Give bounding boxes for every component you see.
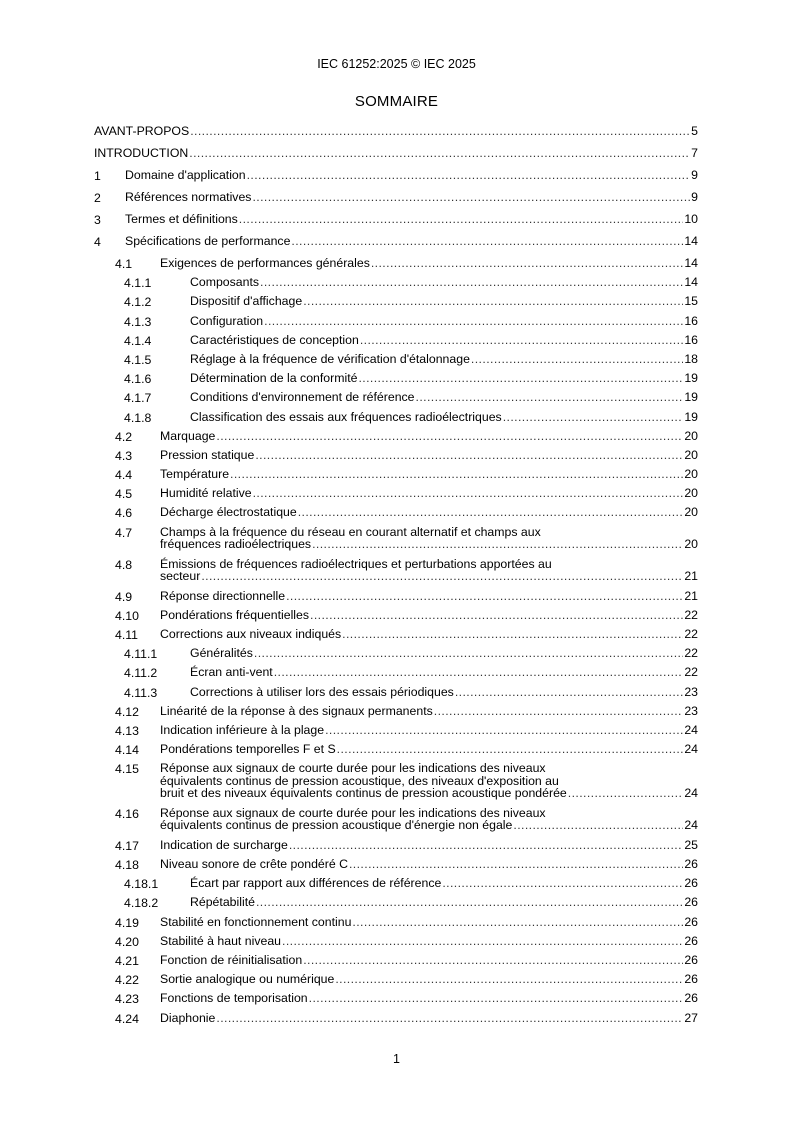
toc-entry[interactable] [94,666,698,685]
toc-entry-number: 4.4 [115,468,133,483]
toc-entry-page: 5 [691,124,698,138]
dot-leader [312,538,683,551]
toc-entry-number: 4.1.6 [124,372,152,387]
toc-entry[interactable] [94,1012,698,1031]
toc-entry-number: 4.11 [115,628,139,642]
toc-entry[interactable] [94,992,698,1011]
toc-entry-number: 4.2 [115,429,133,444]
dot-leader [325,724,683,737]
toc-entry-page: 18 [684,351,698,366]
toc-entry-number: 4.11.1 [124,647,158,662]
toc-entry-page: 25 [684,837,698,852]
toc-entry-page: 9 [691,190,698,204]
dot-leader [471,353,683,366]
page-title: SOMMAIRE [354,93,439,110]
toc-entry[interactable] [94,590,698,609]
toc-entry-page: 24 [684,722,698,737]
toc-entry-number: 4.18 [115,858,139,872]
dot-leader [442,877,683,890]
toc-entry-page: 24 [684,818,698,833]
dot-leader [513,819,683,832]
toc-entry[interactable] [94,973,698,992]
toc-entry-number: 4.11.3 [124,685,158,700]
dot-leader [216,430,683,443]
toc-entry[interactable] [94,858,698,877]
dot-leader [309,992,684,1005]
toc-entry-number: 4.11.2 [124,666,158,681]
toc-entry-page: 22 [684,627,698,641]
toc-entry-title: Réponse directionnelle [160,588,286,603]
toc-entry-title: Stabilité à haut niveau [160,933,282,948]
toc-entry-title: bruit et des niveaux équivalents continus de pression acoustique pondérée [160,786,567,801]
toc-entry[interactable] [94,896,698,915]
toc-entry[interactable] [94,724,698,743]
toc-entry[interactable] [94,125,698,147]
toc-entry-page: 26 [684,952,698,967]
toc-entry-page: 22 [684,665,698,680]
dot-leader [230,468,683,481]
toc-entry-number: 4.1 [115,257,133,271]
dot-leader [256,896,683,909]
toc-entry[interactable] [94,372,698,391]
toc-entry-title: fréquences radioélectriques [160,537,312,552]
toc-entry-title: Détermination de la conformité [190,371,358,386]
dot-leader [286,590,683,603]
toc-entry-title: Exigences de performances générales [160,256,370,270]
dot-leader [455,686,683,699]
page-number: 1 [393,1052,400,1066]
toc-entry-title-line: Réponse aux signaux de courte durée pour les indications des niveaux [160,805,546,820]
toc-entry[interactable] [94,609,698,628]
dot-leader [503,411,684,424]
toc-entry[interactable] [94,916,698,935]
toc-entry-page: 20 [684,447,698,462]
toc-entry-title: Sortie analogique ou numérique [160,972,335,987]
toc-entry-title: Répétabilité [190,895,255,910]
toc-entry-title: Spécifications de performance [125,234,291,248]
toc-entry-title: Décharge électrostatique [160,505,297,520]
toc-entry-number: 4.7 [115,525,133,540]
toc-entry-title: Indication inférieure à la plage [160,722,325,737]
toc-entry[interactable] [94,430,698,449]
toc-entry-page: 26 [684,933,698,948]
dot-leader [360,334,683,347]
toc-entry-number: 4.1.4 [124,333,152,348]
toc-entry-number: 4 [94,235,101,249]
toc-entry-title: Configuration [190,313,264,328]
toc-entry[interactable] [94,468,698,487]
toc-entry-title: Classification des essais aux fréquences radioélectriques [190,409,502,424]
toc-entry[interactable] [94,257,698,276]
toc-entry-number: 4.18.1 [124,877,159,892]
dot-leader [253,487,684,500]
toc-entry-title: Écran anti-vent [190,665,273,680]
dot-leader [289,839,683,852]
toc-entry[interactable] [94,235,698,257]
toc-entry-number: 4.6 [115,506,133,521]
toc-entry-page: 26 [684,895,698,910]
toc-entry[interactable] [94,762,698,807]
toc-entry-title: Domaine d'application [125,168,246,182]
toc-entry-page: 20 [684,505,698,520]
toc-entry[interactable] [94,743,698,762]
toc-entry[interactable] [94,315,698,334]
dot-leader [239,213,684,226]
toc-entry-title: Température [160,467,230,482]
toc-entry[interactable] [94,391,698,410]
toc-entry-page: 26 [684,972,698,987]
toc-entry-page: 21 [684,569,698,584]
dot-leader [247,169,691,182]
dot-leader [358,372,683,385]
toc-entry-number: 4.16 [115,806,139,821]
dot-leader [298,506,684,519]
toc-entry-page: 20 [684,467,698,482]
toc-entry-page: 15 [684,294,698,309]
toc-entry-number: 4.1.5 [124,352,152,367]
dot-leader [303,295,683,308]
toc-entry-number: 2 [94,191,101,205]
toc-entry-number: 4.18.2 [124,896,159,911]
toc-entry[interactable] [94,526,698,558]
dot-leader [371,257,683,270]
dot-leader [342,628,683,641]
toc-entry-title: Pondérations temporelles F et S [160,742,336,757]
toc-entry-title: Composants [190,275,260,290]
toc-entry-title: équivalents continus de pression acoustique d'énergie non égale [160,818,513,833]
toc-entry-title-line: Émissions de fréquences radioélectriques et perturbations apportées au [160,556,552,571]
toc-entry-title: Niveau sonore de crête pondéré C [160,857,348,871]
toc-entry-number: 4.20 [115,934,139,949]
toc-entry-number: 4.3 [115,448,133,463]
toc-entry-page: 19 [684,390,698,405]
toc-entry-number: 4.1.8 [124,410,152,425]
dot-leader [274,666,684,679]
toc-entry[interactable] [94,276,698,295]
toc-entry-page: 20 [684,537,698,552]
toc-entry[interactable] [94,628,698,647]
toc-entry-page: 26 [684,876,698,891]
toc-entry-number: 1 [94,169,101,183]
toc-entry-title: Conditions d'environnement de référence [190,390,415,405]
toc-entry-title: Réglage à la fréquence de vérification d'étalonnage [190,351,470,366]
page-header: IEC 61252:2025 © IEC 2025 [317,57,476,71]
toc-entry-page: 14 [684,275,698,290]
toc-entry-title: Marquage [160,428,216,443]
toc-entry-title: Pondérations fréquentielles [160,607,310,622]
dot-leader [216,1012,683,1025]
toc-entry-title: Fonction de réinitialisation [160,952,303,967]
dot-leader [335,973,683,986]
toc-entry[interactable] [94,558,698,590]
dot-leader [264,315,683,328]
dot-leader [291,235,683,248]
dot-leader [303,954,683,967]
toc-entry[interactable] [94,935,698,954]
toc-entry-title-line: Champs à la fréquence du réseau en courant alternatif et champs aux [160,524,541,539]
toc-entry-number: 4.8 [115,557,133,572]
toc-entry-number: 4.19 [115,915,139,930]
toc-entry-page: 7 [691,146,698,160]
toc-entry-number: 4.24 [115,1011,139,1026]
toc-entry-title: Pression statique [160,447,255,462]
toc-entry[interactable] [94,647,698,666]
toc-entry[interactable] [94,334,698,353]
toc-entry-number: 4.12 [115,704,139,719]
toc-entry-title: Caractéristiques de conception [190,332,359,347]
toc-entry[interactable] [94,147,698,169]
toc-entry-number: 4.1.2 [124,295,152,310]
toc-entry-number: 4.13 [115,723,139,738]
dot-leader [310,609,683,622]
toc-entry-page: 16 [684,313,698,328]
toc-entry[interactable] [94,839,698,858]
toc-entry-page: 27 [684,1010,698,1025]
toc-entry-title: AVANT-PROPOS [94,124,190,138]
toc-entry-title: Références normatives [125,190,252,204]
toc-entry-page: 22 [684,646,698,661]
toc-entry-title: Humidité relative [160,486,252,501]
dot-leader [252,191,690,204]
dot-leader [434,705,684,718]
toc-entry-title: Diaphonie [160,1010,216,1025]
toc-entry[interactable] [94,353,698,372]
toc-entry-title: secteur [160,569,201,584]
toc-entry-number: 4.1.1 [124,276,152,291]
toc-entry-page: 16 [684,332,698,347]
toc-entry-number: 4.23 [115,992,139,1007]
dot-leader [568,787,684,800]
toc-entry-page: 19 [684,409,698,424]
toc-entry[interactable] [94,487,698,506]
toc-entry-page: 14 [684,256,698,270]
toc-entry-number: 3 [94,213,101,227]
dot-leader [337,743,684,756]
toc-entry-page: 26 [684,991,698,1006]
toc-entry-page: 21 [684,588,698,603]
toc-entry-page: 14 [684,234,698,248]
toc-entry-number: 4.17 [115,838,139,853]
toc-entry-page: 26 [684,914,698,929]
toc-entry-page: 19 [684,371,698,386]
toc-entry-title: Corrections à utiliser lors des essais périodiques [190,684,454,699]
toc-entry[interactable] [94,954,698,973]
dot-leader [260,276,683,289]
toc-entry[interactable] [94,877,698,896]
toc-entry-title-line: équivalents continus de pression acoustique, des niveaux d'exposition au [160,773,559,788]
toc-entry-number: 4.14 [115,743,139,758]
toc-entry-title: Écart par rapport aux différences de référence [190,876,442,891]
toc-entry-number: 4.5 [115,487,133,502]
toc-entry[interactable] [94,213,698,235]
toc-entry-title: Dispositif d'affichage [190,294,303,309]
dot-leader [282,935,683,948]
toc-entry[interactable] [94,705,698,724]
toc-entry[interactable] [94,191,698,213]
toc-entry[interactable] [94,295,698,314]
toc-entry-number: 4.1.7 [124,391,152,406]
toc-entry[interactable] [94,449,698,468]
toc-entry-page: 24 [684,742,698,757]
toc-entry-number: 4.22 [115,973,139,988]
toc-entry-title: Stabilité en fonctionnement continu [160,914,352,929]
toc-entry[interactable] [94,411,698,430]
toc-entry-page: 22 [684,607,698,622]
toc-entry-title: Fonctions de temporisation [160,991,308,1006]
toc-entry-page: 26 [684,857,698,871]
toc-entry-page: 23 [684,684,698,699]
toc-entry-title: Indication de surcharge [160,837,288,852]
toc-entry-title: Termes et définitions [125,212,238,226]
toc-entry-page: 20 [684,428,698,443]
toc-entry-number: 4.10 [115,608,139,623]
toc-entry-page: 10 [684,212,698,226]
dot-leader [190,125,690,138]
toc-entry-title: Linéarité de la réponse à des signaux permanents [160,703,433,718]
toc-entry-title: INTRODUCTION [94,146,189,160]
toc-entry-title: Généralités [190,646,253,661]
dot-leader [352,916,683,929]
toc-entry[interactable] [94,807,698,839]
dot-leader [189,147,690,160]
toc-entry-number: 4.21 [115,953,139,968]
dot-leader [201,570,683,583]
toc-entry-page: 24 [684,786,698,801]
toc-entry-page: 23 [684,703,698,718]
dot-leader [255,449,683,462]
toc-entry-title-line: Réponse aux signaux de courte durée pour les indications des niveaux [160,761,546,776]
toc-entry-page: 20 [684,486,698,501]
toc-entry-title: Corrections aux niveaux indiqués [160,627,342,641]
dot-leader [416,391,684,404]
toc-entry[interactable] [94,686,698,705]
toc-entry[interactable] [94,169,698,191]
toc-entry-number: 4.1.3 [124,314,152,329]
dot-leader [254,647,683,660]
toc-entry-page: 9 [691,168,698,182]
toc-entry-number: 4.15 [115,762,139,777]
table-of-contents [94,125,698,1031]
toc-entry-number: 4.9 [115,589,133,604]
toc-entry[interactable] [94,506,698,525]
dot-leader [349,858,683,871]
